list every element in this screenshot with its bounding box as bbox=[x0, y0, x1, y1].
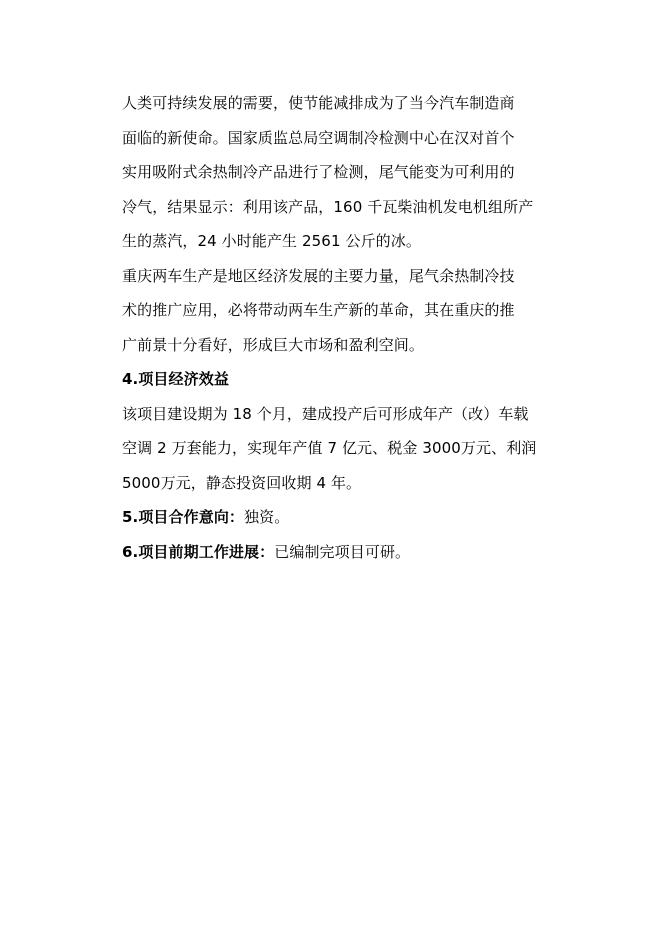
chongqing-line-2: 术的推广应用，必将带动两车生产新的革命，其在重庆的推 bbox=[122, 301, 515, 319]
section-4-line-1: 该项目建设期为 18 个月，建成投产后可形成年产（改）车载 bbox=[122, 404, 529, 423]
intro-line-5: 生的蒸汽，24 小时能产生 2561 公斤的冰。 bbox=[122, 232, 421, 250]
chongqing-line-3: 广前景十分看好，形成巨大市场和盈利空间。 bbox=[122, 335, 425, 354]
section-6-label: 6.项目前期工作进展： bbox=[122, 542, 275, 561]
section-5-value: 独资。 bbox=[244, 508, 290, 526]
chongqing-line-1: 重庆两车生产是地区经济发展的主要力量，尾气余热制冷技 bbox=[122, 266, 515, 285]
section-5-label: 5.项目合作意向： bbox=[122, 508, 245, 526]
section-4-line-2: 空调 2 万套能力，实现年产值 7 亿元、税金 3000万元、利润 bbox=[122, 439, 537, 457]
section-6-value: 已编制完项目可研。 bbox=[274, 542, 411, 561]
intro-paragraph bbox=[122, 86, 552, 259]
chongqing-paragraph bbox=[122, 259, 552, 363]
intro-line-3: 实用吸附式余热制冷产品进行了检测，尾气能变为可利用的 bbox=[122, 163, 515, 181]
intro-line-4: 冷气，结果显示：利用该产品，160 千瓦柴油机发电机组所产 bbox=[122, 197, 534, 216]
section-cooperation-intent bbox=[122, 500, 552, 535]
section-4-heading: 4.项目经济效益 bbox=[122, 370, 229, 388]
intro-line-1: 人类可持续发展的需要，使节能减排成为了当今汽车制造商 bbox=[122, 94, 515, 112]
section-4-line-3: 5000万元，静态投资回收期 4 年。 bbox=[122, 473, 362, 492]
intro-line-2: 面临的新使命。国家质监总局空调制冷检测中心在汉对首个 bbox=[122, 128, 515, 147]
section-economic-benefit bbox=[122, 362, 552, 500]
section-preliminary-progress bbox=[122, 535, 552, 570]
document-body bbox=[122, 86, 552, 569]
